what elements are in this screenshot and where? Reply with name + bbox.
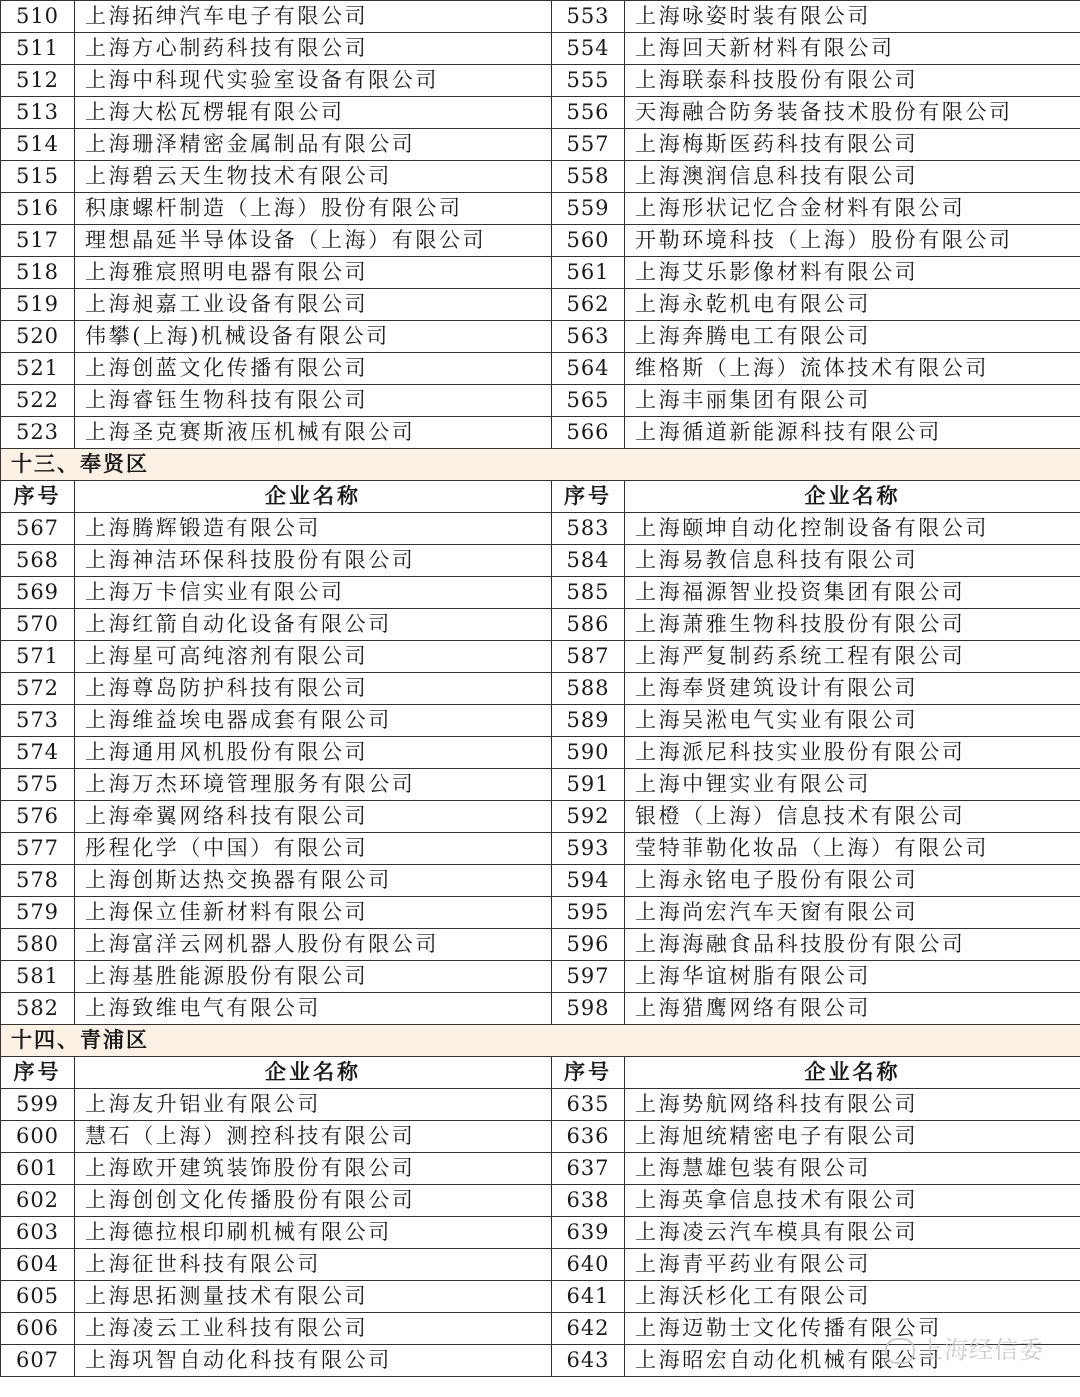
company-name: 上海雅宸照明电器有限公司 [75, 257, 552, 289]
row-number: 516 [1, 193, 75, 225]
row-number: 599 [1, 1089, 75, 1121]
table-row [1, 385, 1080, 417]
company-name: 上海慧雄包装有限公司 [625, 1153, 1080, 1185]
row-number: 598 [552, 993, 625, 1025]
table-row [1, 193, 1080, 225]
table-row [1, 705, 1080, 737]
company-name: 上海英拿信息技术有限公司 [625, 1185, 1080, 1217]
company-name: 上海红箭自动化设备有限公司 [75, 609, 552, 641]
company-name: 上海昶嘉工业设备有限公司 [75, 289, 552, 321]
row-number: 514 [1, 129, 75, 161]
row-number: 643 [552, 1345, 625, 1377]
header-number: 序号 [1, 1057, 75, 1089]
header-number: 序号 [1, 481, 75, 513]
company-name: 上海丰丽集团有限公司 [625, 385, 1080, 417]
row-number: 556 [552, 97, 625, 129]
header-company-name: 企业名称 [75, 481, 552, 513]
table-row [1, 1089, 1080, 1121]
company-name: 理想晶延半导体设备（上海）有限公司 [75, 225, 552, 257]
row-number: 569 [1, 577, 75, 609]
company-name: 上海颐坤自动化控制设备有限公司 [625, 513, 1080, 545]
row-number: 512 [1, 65, 75, 97]
row-number: 568 [1, 545, 75, 577]
company-name: 上海创创文化传播股份有限公司 [75, 1185, 552, 1217]
company-name: 上海猎鹰网络有限公司 [625, 993, 1080, 1025]
table-row [1, 65, 1080, 97]
row-number: 582 [1, 993, 75, 1025]
row-number: 522 [1, 385, 75, 417]
company-name: 上海保立佳新材料有限公司 [75, 897, 552, 929]
row-number: 563 [552, 321, 625, 353]
company-name: 上海拓绅汽车电子有限公司 [75, 1, 552, 33]
company-name: 上海萧雅生物科技股份有限公司 [625, 609, 1080, 641]
row-number: 592 [552, 801, 625, 833]
table-row [1, 1249, 1080, 1281]
company-name: 上海迈勒士文化传播有限公司 [625, 1313, 1080, 1345]
row-number: 576 [1, 801, 75, 833]
row-number: 603 [1, 1217, 75, 1249]
company-name: 彤程化学（中国）有限公司 [75, 833, 552, 865]
company-name: 上海通用风机股份有限公司 [75, 737, 552, 769]
table-row [1, 353, 1080, 385]
company-name: 上海澳润信息科技有限公司 [625, 161, 1080, 193]
header-number: 序号 [552, 1057, 625, 1089]
company-name: 上海奉贤建筑设计有限公司 [625, 673, 1080, 705]
company-name: 上海循道新能源科技有限公司 [625, 417, 1080, 449]
company-name: 上海永铭电子股份有限公司 [625, 865, 1080, 897]
row-number: 555 [552, 65, 625, 97]
table-row [1, 513, 1080, 545]
company-name: 上海维益埃电器成套有限公司 [75, 705, 552, 737]
row-number: 510 [1, 1, 75, 33]
district-title: 十三、奉贤区 [1, 449, 1080, 481]
company-name: 上海圣克赛斯液压机械有限公司 [75, 417, 552, 449]
table-row [1, 673, 1080, 705]
row-number: 520 [1, 321, 75, 353]
table-row [1, 161, 1080, 193]
table-row [1, 929, 1080, 961]
table-row [1, 737, 1080, 769]
header-company-name: 企业名称 [625, 481, 1080, 513]
table-row [1, 865, 1080, 897]
company-name: 上海派尼科技实业股份有限公司 [625, 737, 1080, 769]
row-number: 605 [1, 1281, 75, 1313]
company-name: 上海尊岛防护科技有限公司 [75, 673, 552, 705]
table-row [1, 1153, 1080, 1185]
table-row [1, 417, 1080, 449]
company-name: 上海尚宏汽车天窗有限公司 [625, 897, 1080, 929]
company-name: 上海梅斯医药科技有限公司 [625, 129, 1080, 161]
company-name: 上海形状记忆合金材料有限公司 [625, 193, 1080, 225]
company-name: 开勒环境科技（上海）股份有限公司 [625, 225, 1080, 257]
table-row [1, 961, 1080, 993]
company-name: 上海星可高纯溶剂有限公司 [75, 641, 552, 673]
row-number: 558 [552, 161, 625, 193]
district-section-title [1, 1025, 1080, 1057]
row-number: 560 [552, 225, 625, 257]
table-row [1, 225, 1080, 257]
table-row [1, 993, 1080, 1025]
row-number: 606 [1, 1313, 75, 1345]
company-name: 上海沃杉化工有限公司 [625, 1281, 1080, 1313]
column-header-row [1, 1057, 1080, 1089]
table-row [1, 321, 1080, 353]
header-company-name: 企业名称 [75, 1057, 552, 1089]
district-section-title [1, 449, 1080, 481]
row-number: 583 [552, 513, 625, 545]
company-name: 伟攀(上海)机械设备有限公司 [75, 321, 552, 353]
table-row [1, 833, 1080, 865]
row-number: 589 [552, 705, 625, 737]
table-row [1, 1345, 1080, 1377]
row-number: 521 [1, 353, 75, 385]
row-number: 562 [552, 289, 625, 321]
company-name: 上海福源智业投资集团有限公司 [625, 577, 1080, 609]
company-name: 上海腾辉锻造有限公司 [75, 513, 552, 545]
row-number: 518 [1, 257, 75, 289]
company-name: 上海德拉根印刷机械有限公司 [75, 1217, 552, 1249]
row-number: 601 [1, 1153, 75, 1185]
company-name: 上海严复制药系统工程有限公司 [625, 641, 1080, 673]
company-name: 维格斯（上海）流体技术有限公司 [625, 353, 1080, 385]
company-name: 上海旭统精密电子有限公司 [625, 1121, 1080, 1153]
company-name: 上海青平药业有限公司 [625, 1249, 1080, 1281]
row-number: 577 [1, 833, 75, 865]
row-number: 584 [552, 545, 625, 577]
company-name: 上海咏姿时装有限公司 [625, 1, 1080, 33]
table-row [1, 257, 1080, 289]
table-row [1, 1, 1080, 33]
row-number: 579 [1, 897, 75, 929]
company-name: 上海华谊树脂有限公司 [625, 961, 1080, 993]
row-number: 639 [552, 1217, 625, 1249]
company-name: 上海神洁环保科技股份有限公司 [75, 545, 552, 577]
company-name: 上海海融食品科技股份有限公司 [625, 929, 1080, 961]
table-row [1, 641, 1080, 673]
row-number: 635 [552, 1089, 625, 1121]
company-name: 上海万杰环境管理服务有限公司 [75, 769, 552, 801]
company-name: 上海永乾机电有限公司 [625, 289, 1080, 321]
company-name: 上海方心制药科技有限公司 [75, 33, 552, 65]
company-name: 上海征世科技有限公司 [75, 1249, 552, 1281]
row-number: 593 [552, 833, 625, 865]
row-number: 638 [552, 1185, 625, 1217]
table-row [1, 1217, 1080, 1249]
row-number: 600 [1, 1121, 75, 1153]
company-name: 上海凌云工业科技有限公司 [75, 1313, 552, 1345]
row-number: 636 [552, 1121, 625, 1153]
table-row [1, 545, 1080, 577]
row-number: 566 [552, 417, 625, 449]
row-number: 515 [1, 161, 75, 193]
row-number: 607 [1, 1345, 75, 1377]
row-number: 642 [552, 1313, 625, 1345]
row-number: 581 [1, 961, 75, 993]
company-name: 上海大松瓦楞辊有限公司 [75, 97, 552, 129]
row-number: 602 [1, 1185, 75, 1217]
watermark: 上海经信委 [885, 1330, 1044, 1365]
row-number: 572 [1, 673, 75, 705]
table-body [1, 1, 1080, 1377]
table-row [1, 769, 1080, 801]
company-name: 银橙（上海）信息技术有限公司 [625, 801, 1080, 833]
table-row [1, 1185, 1080, 1217]
table-row [1, 1281, 1080, 1313]
row-number: 557 [552, 129, 625, 161]
company-name: 上海创斯达热交换器有限公司 [75, 865, 552, 897]
row-number: 573 [1, 705, 75, 737]
row-number: 567 [1, 513, 75, 545]
row-number: 559 [552, 193, 625, 225]
company-name: 上海吴淞电气实业有限公司 [625, 705, 1080, 737]
table-row [1, 129, 1080, 161]
company-name: 上海睿钰生物科技有限公司 [75, 385, 552, 417]
table-row [1, 609, 1080, 641]
row-number: 575 [1, 769, 75, 801]
table-row [1, 1121, 1080, 1153]
row-number: 587 [552, 641, 625, 673]
company-name: 上海基胜能源股份有限公司 [75, 961, 552, 993]
company-name: 上海凌云汽车模具有限公司 [625, 1217, 1080, 1249]
company-name: 上海昭宏自动化机械有限公司 [625, 1345, 1080, 1377]
header-company-name: 企业名称 [625, 1057, 1080, 1089]
column-header-row [1, 481, 1080, 513]
company-name: 上海创蓝文化传播有限公司 [75, 353, 552, 385]
row-number: 597 [552, 961, 625, 993]
company-name: 上海万卡信实业有限公司 [75, 577, 552, 609]
row-number: 588 [552, 673, 625, 705]
company-name: 上海艾乐影像材料有限公司 [625, 257, 1080, 289]
district-title: 十四、青浦区 [1, 1025, 1080, 1057]
company-name: 上海中锂实业有限公司 [625, 769, 1080, 801]
row-number: 604 [1, 1249, 75, 1281]
row-number: 517 [1, 225, 75, 257]
company-name: 慧石（上海）测控科技有限公司 [75, 1121, 552, 1153]
row-number: 553 [552, 1, 625, 33]
company-name: 莹特菲勒化妆品（上海）有限公司 [625, 833, 1080, 865]
row-number: 595 [552, 897, 625, 929]
row-number: 591 [552, 769, 625, 801]
company-name: 天海融合防务装备技术股份有限公司 [625, 97, 1080, 129]
row-number: 554 [552, 33, 625, 65]
company-name: 上海友升铝业有限公司 [75, 1089, 552, 1121]
table-row [1, 33, 1080, 65]
company-name: 上海思拓测量技术有限公司 [75, 1281, 552, 1313]
row-number: 590 [552, 737, 625, 769]
table-row [1, 97, 1080, 129]
row-number: 565 [552, 385, 625, 417]
company-name: 上海欧开建筑装饰股份有限公司 [75, 1153, 552, 1185]
company-name: 上海易教信息科技有限公司 [625, 545, 1080, 577]
company-name: 上海珊泽精密金属制品有限公司 [75, 129, 552, 161]
row-number: 561 [552, 257, 625, 289]
company-name: 上海回天新材料有限公司 [625, 33, 1080, 65]
table-row [1, 801, 1080, 833]
company-name: 上海碧云天生物技术有限公司 [75, 161, 552, 193]
table-row [1, 897, 1080, 929]
company-name: 上海奔腾电工有限公司 [625, 321, 1080, 353]
row-number: 513 [1, 97, 75, 129]
row-number: 585 [552, 577, 625, 609]
company-name: 上海致维电气有限公司 [75, 993, 552, 1025]
table-row [1, 1313, 1080, 1345]
row-number: 570 [1, 609, 75, 641]
row-number: 637 [552, 1153, 625, 1185]
company-name: 上海牵翼网络科技有限公司 [75, 801, 552, 833]
company-name: 上海联泰科技股份有限公司 [625, 65, 1080, 97]
row-number: 586 [552, 609, 625, 641]
row-number: 523 [1, 417, 75, 449]
company-name: 上海巩智自动化科技有限公司 [75, 1345, 552, 1377]
row-number: 519 [1, 289, 75, 321]
table-row [1, 289, 1080, 321]
company-name: 上海势航网络科技有限公司 [625, 1089, 1080, 1121]
company-name: 上海富洋云网机器人股份有限公司 [75, 929, 552, 961]
row-number: 564 [552, 353, 625, 385]
company-name: 积康螺杆制造（上海）股份有限公司 [75, 193, 552, 225]
row-number: 594 [552, 865, 625, 897]
row-number: 574 [1, 737, 75, 769]
table-row [1, 577, 1080, 609]
row-number: 640 [552, 1249, 625, 1281]
row-number: 571 [1, 641, 75, 673]
company-name: 上海中科现代实验室设备有限公司 [75, 65, 552, 97]
row-number: 511 [1, 33, 75, 65]
row-number: 578 [1, 865, 75, 897]
header-number: 序号 [552, 481, 625, 513]
row-number: 641 [552, 1281, 625, 1313]
row-number: 580 [1, 929, 75, 961]
row-number: 596 [552, 929, 625, 961]
